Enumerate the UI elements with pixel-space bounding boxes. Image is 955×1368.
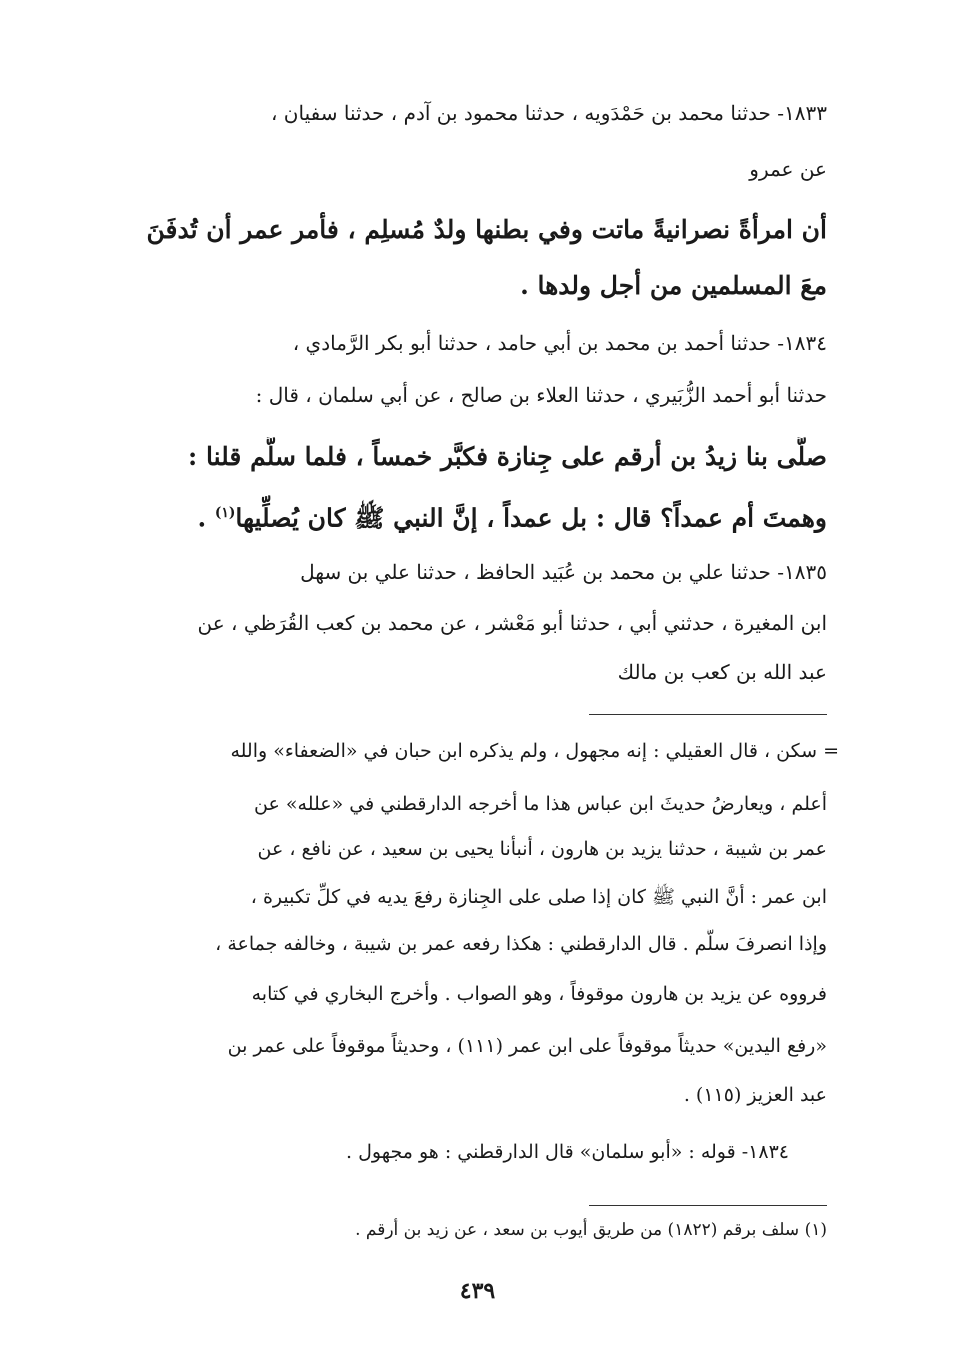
hadith-1835-isnad-line-3: عبد الله بن كعب بن مالك xyxy=(617,660,827,684)
footnote-1: (١) سلف برقم (١٨٢٢) من طريق أيوب بن سعد ، عن زيد بن أرقم . xyxy=(355,1220,827,1240)
commentary-line-5: وإذا انصرفَ سلَّم . قال الدارقطني : هكذا رفعه عمر بن شيبة ، وخالفه جماعة ، xyxy=(215,933,827,955)
hadith-1834-matn-text: وهمتَ أم عمداً؟ قال : بل عمداً ، إنَّ النبي ﷺ كان يُصلِّيها xyxy=(235,503,827,533)
hadith-1835-isnad-line-1: ١٨٣٥- حدثنا علي بن محمد بن عُبَيد الحافظ ، حدثنا علي بن سهل xyxy=(300,560,827,584)
commentary-line-4: ابن عمر : أنَّ النبي ﷺ كان إذا صلى على الجِنازة رفعَ يديه في كلِّ تكبيرة ، xyxy=(250,886,827,908)
commentary-line-1: = سكن ، قال العقيلي : إنه مجهول ، ولم يذكره ابن حبان في «الضعفاء» والله xyxy=(230,740,839,762)
footnote-reference: (١) xyxy=(214,505,236,521)
hadith-1834-matn-line-1: صلَّى بنا زيدُ بن أرقم على جِنازة فكبَّر خمساً ، فلما سلَّم قلنا : xyxy=(188,442,827,471)
hadith-1833-isnad-line-2: عن عمرو xyxy=(749,157,827,181)
hadith-1834-matn-line-2 xyxy=(118,493,827,538)
hadith-1834-isnad-line-2: حدثنا أبو أحمد الزُّبَيري ، حدثنا العلاء بن صالح ، عن أبي سلمان ، قال : xyxy=(255,383,827,407)
commentary-line-8: عبد العزيز (١١٥) . xyxy=(683,1084,827,1106)
commentary-note-1834: ١٨٣٤- قوله : «أبو سلمان» قال الدارقطني : هو مجهول . xyxy=(346,1141,789,1163)
commentary-separator xyxy=(589,714,827,715)
commentary-line-3: عمر بن شيبة ، حدثنا يزيد بن هارون ، أنبأنا يحيى بن سعيد ، عن نافع ، عن xyxy=(257,838,827,860)
commentary-line-6: فرووه عن يزيد بن هارون موقوفاً ، وهو الصواب . وأخرج البخاري في كتابه xyxy=(251,983,827,1005)
commentary-line-2: أعلم ، ويعارضُ حديثَ ابن عباس هذا ما أخرجه الدارقطني في «علله» عن xyxy=(254,793,827,815)
hadith-1833-isnad-line-1: ١٨٣٣- حدثنا محمد بن حَمْدَويه ، حدثنا محمود بن آدم ، حدثنا سفيان ، xyxy=(270,101,827,125)
page-number: ٤٣٩ xyxy=(459,1278,496,1304)
hadith-1835-isnad-line-2: ابن المغيرة ، حدثني أبي ، حدثنا أبو مَعْشر ، عن محمد بن كعب القُرَظي ، عن xyxy=(197,611,827,635)
commentary-line-7: «رفع اليدين» حديثاً موقوفاً على ابن عمر (١١١) ، وحديثاً موقوفاً على عمر بن xyxy=(227,1035,827,1057)
hadith-1833-matn-line-1: أن امرأةً نصرانيةً ماتت وفي بطنها ولدٌ مُسلِم ، فأمر عمر أن تُدفَنَ xyxy=(146,215,827,244)
footnote-separator xyxy=(589,1205,827,1206)
hadith-1834-isnad-line-1: ١٨٣٤- حدثنا أحمد بن محمد بن أبي حامد ، حدثنا أبو بكر الرَّمادي ، xyxy=(292,331,827,355)
hadith-1833-matn-line-2: معَ المسلمين من أجل ولدها . xyxy=(520,271,827,300)
hadith-1834-matn-end: . xyxy=(197,503,215,533)
